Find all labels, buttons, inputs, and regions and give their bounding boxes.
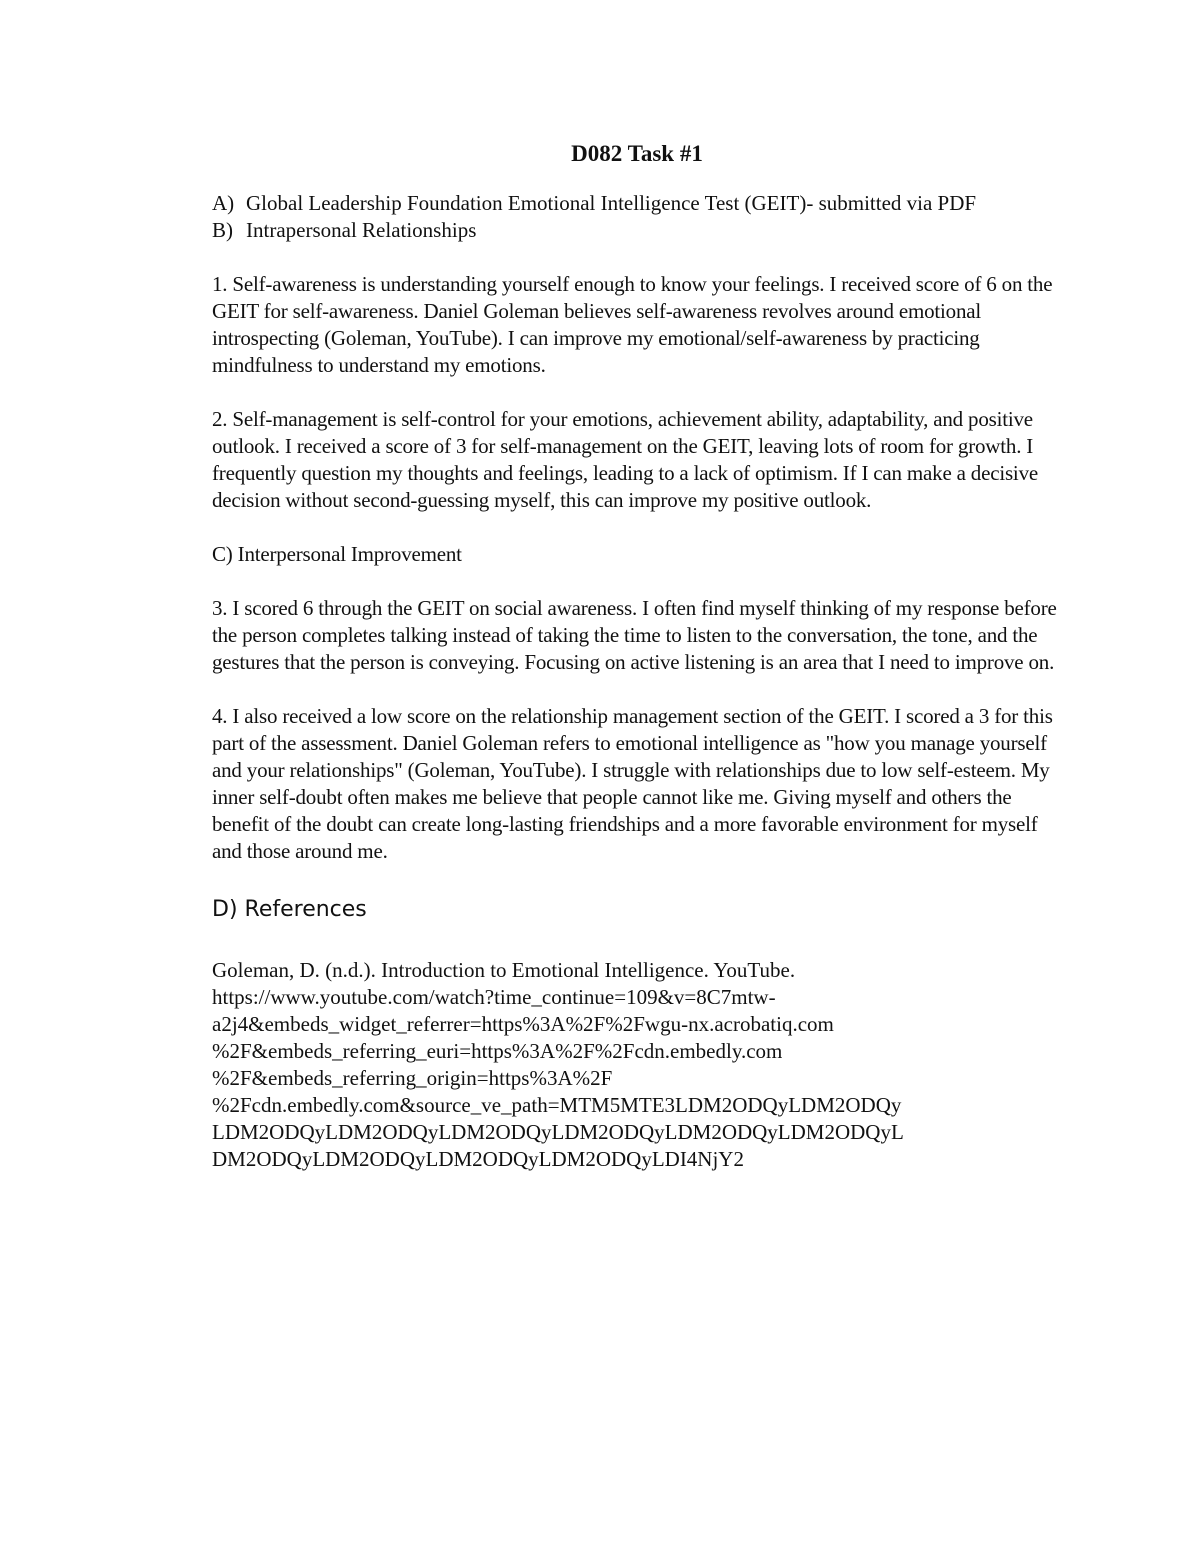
reference-entry (212, 957, 1062, 1173)
list-marker: A) (212, 191, 235, 215)
list-text: Intrapersonal Relationships (246, 218, 477, 242)
reference-citation: Goleman, D. (n.d.). Introduction to Emotional Intelligence. YouTube. (212, 958, 796, 982)
references-heading: D) References (212, 897, 367, 922)
reference-url-line[interactable]: %2F&embeds_referring_origin=https%3A%2F (212, 1066, 613, 1090)
document-content (212, 140, 1062, 1173)
paragraph-relationship-management: 4. I also received a low score on the relationship management section of the GEIT. I scored a 3 for this part of the assessment. Daniel Goleman refers to emotional intelligence as "how you manage yourself and your relationships" (Goleman, YouTube). I struggle with relationships due to low self-esteem. My inner self-doubt often makes me believe that people cannot like me. Giving myself and others the benefit of the doubt can create long-lasting friendships and a more favorable environment for myself and those around me. (212, 704, 1053, 863)
list-item-b (212, 217, 1062, 244)
list-marker: B) (212, 218, 233, 242)
list-item-a (212, 190, 1062, 217)
reference-url-line[interactable]: %2Fcdn.embedly.com&source_ve_path=MTM5MTE3LDM2ODQyLDM2ODQy (212, 1093, 902, 1117)
reference-url-line[interactable]: DM2ODQyLDM2ODQyLDM2ODQyLDM2ODQyLDI4NjY2 (212, 1147, 744, 1171)
list-text: Global Leadership Foundation Emotional Intelligence Test (GEIT)- submitted via PDF (246, 191, 977, 215)
reference-url-line[interactable]: LDM2ODQyLDM2ODQyLDM2ODQyLDM2ODQyLDM2ODQyLDM2ODQyL (212, 1120, 904, 1144)
paragraph-self-awareness: 1. Self-awareness is understanding yourself enough to know your feelings. I received score of 6 on the GEIT for self-awareness. Daniel Goleman believes self-awareness revolves around emotional introspecting (Goleman, YouTube). I can improve my emotional/self-awareness by practicing mindfulness to understand my emotions. (212, 272, 1053, 377)
document-title: D082 Task #1 (571, 141, 703, 166)
paragraph-social-awareness: 3. I scored 6 through the GEIT on social awareness. I often find myself thinking of my response before the person completes talking instead of taking the time to listen to the conversation, the tone, and the gestures that the person is conveying. Focusing on active listening is an area that I need to improve on. (212, 596, 1057, 674)
reference-url-line[interactable]: a2j4&embeds_widget_referrer=https%3A%2F%2Fwgu-nx.acrobatiq.com (212, 1012, 834, 1036)
reference-url-line[interactable]: https://www.youtube.com/watch?time_continue=109&v=8C7mtw- (212, 985, 776, 1009)
paragraph-self-management: 2. Self-management is self-control for your emotions, achievement ability, adaptability, and positive outlook. I received a score of 3 for self-management on the GEIT, leaving lots of room for growth. I frequently question my thoughts and feelings, leading to a lack of optimism. If I can make a decisive decision without second-guessing myself, this can improve my positive outlook. (212, 407, 1038, 512)
reference-url-line[interactable]: %2F&embeds_referring_euri=https%3A%2F%2Fcdn.embedly.com (212, 1039, 783, 1063)
section-heading-interpersonal: C) Interpersonal Improvement (212, 542, 462, 566)
